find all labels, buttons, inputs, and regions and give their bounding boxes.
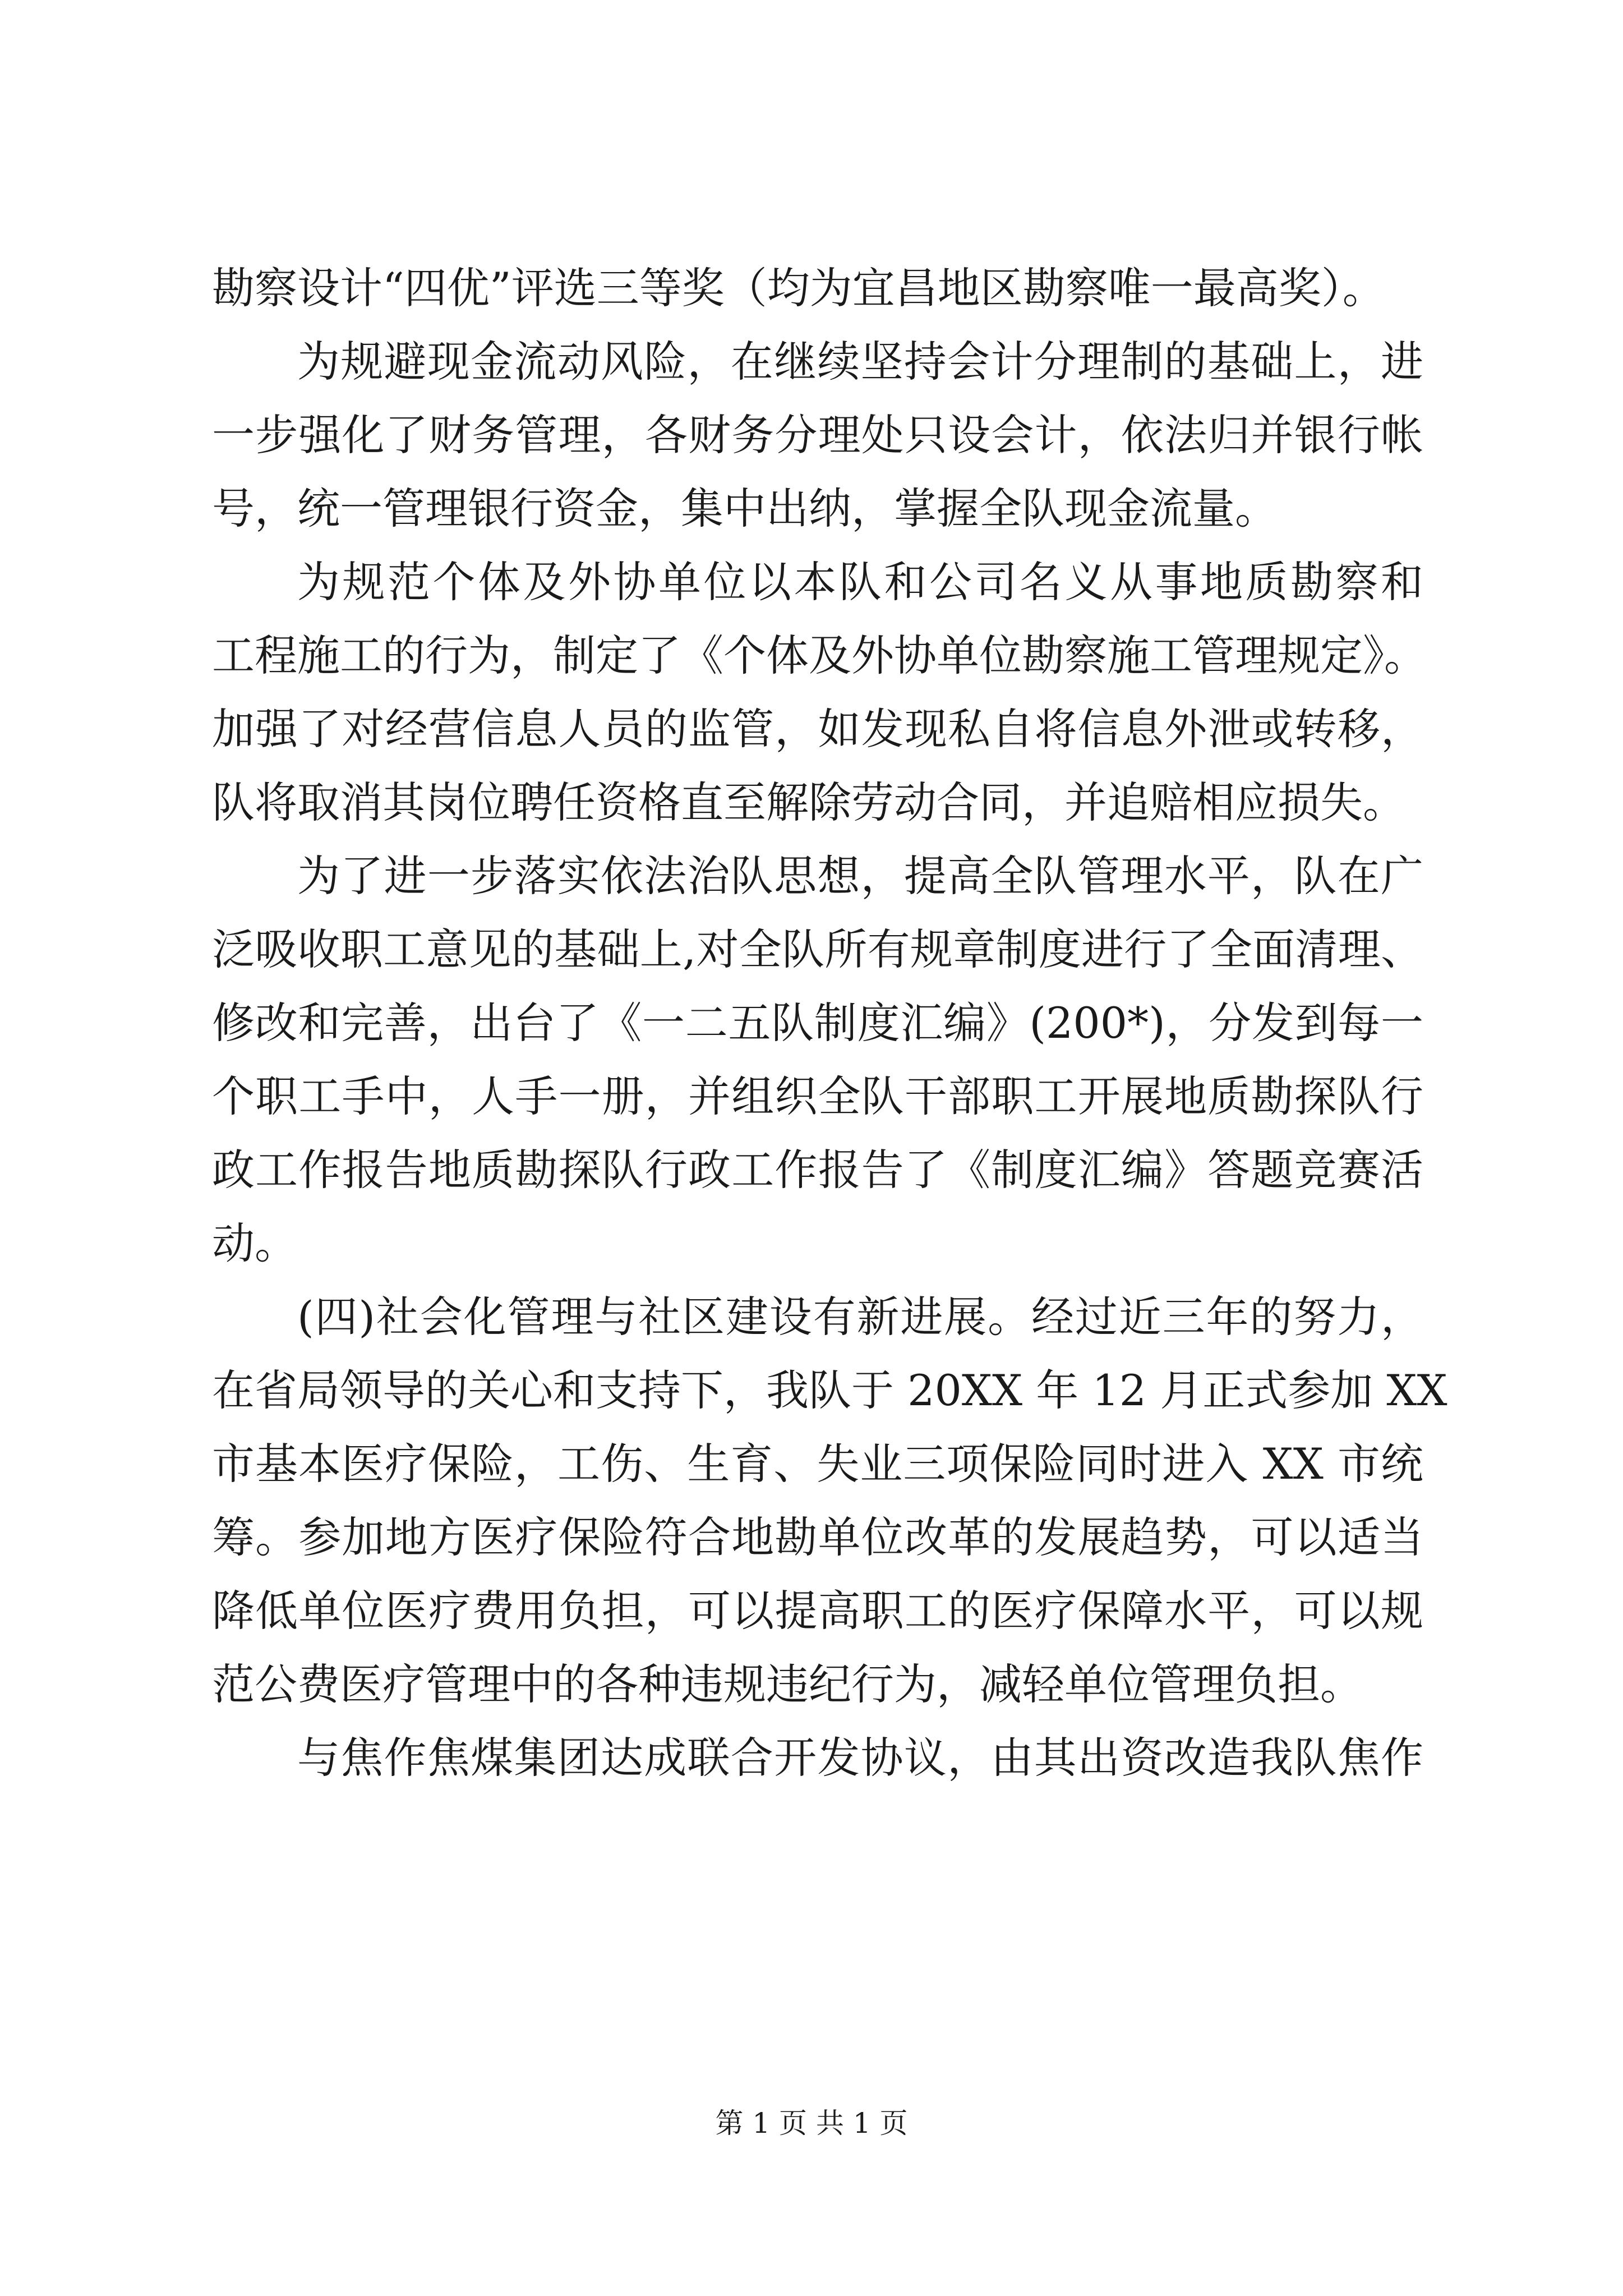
text-line: 政工作报告地质勘探队行政工作报告了《制度汇编》答题竞赛活 [212,1145,1423,1195]
text-line: 范公费医疗管理中的各种违规违纪行为，减轻单位管理负担。 [212,1659,1363,1709]
text-line: 队将取消其岗位聘任资格直至解除劳动合同，并追赔相应损失。 [212,777,1405,827]
text-line: 为了进一步落实依法治队思想，提高全队管理水平，队在广 [297,851,1423,901]
text-line: 加强了对经营信息人员的监管，如发现私自将信息外泄或转移， [212,704,1423,754]
text-line: 工程施工的行为，制定了《个体及外协单位勘察施工管理规定》。 [212,631,1427,680]
text-line: (四)社会化管理与社区建设有新进展。经过近三年的努力， [297,1292,1423,1342]
text-line: 筹。参加地方医疗保险符合地勘单位改革的发展趋势，可以适当 [212,1512,1423,1562]
text-line: 个职工手中，人手一册，并组织全队干部职工开展地质勘探队行 [212,1071,1423,1121]
text-line: 降低单位医疗费用负担，可以提高职工的医疗保障水平，可以规 [212,1586,1423,1636]
text-line: 为规避现金流动风险，在继续坚持会计分理制的基础上，进 [297,337,1423,386]
document-body [212,251,1447,1795]
text-line: 修改和完善，出台了《一二五队制度汇编》(200*)，分发到每一 [212,998,1423,1048]
text-line: 市基本医疗保险，工伤、生育、失业三项保险同时进入 XX 市统 [212,1439,1423,1489]
text-line: 勘察设计“四优”评选三等奖（均为宜昌地区勘察唯一最高奖）。 [212,263,1385,313]
text-line: 号，统一管理银行资金，集中出纳，掌握全队现金流量。 [212,484,1278,533]
text-line: 动。 [212,1218,297,1268]
text-line: 与焦作焦煤集团达成联合开发协议，由其出资改造我队焦作 [297,1733,1423,1783]
text-line: 为规范个体及外协单位以本队和公司名义从事地质勘察和 [297,557,1423,607]
page-footer: 第 1 页 共 1 页 [715,2107,908,2139]
text-line: 一步强化了财务管理，各财务分理处只设会计，依法归并银行帐 [212,410,1423,460]
text-line: 在省局领导的关心和支持下，我队于 20XX 年 12 月正式参加 XX [212,1365,1447,1415]
text-line: 泛吸收职工意见的基础上,对全队所有规章制度进行了全面清理、 [212,924,1423,974]
